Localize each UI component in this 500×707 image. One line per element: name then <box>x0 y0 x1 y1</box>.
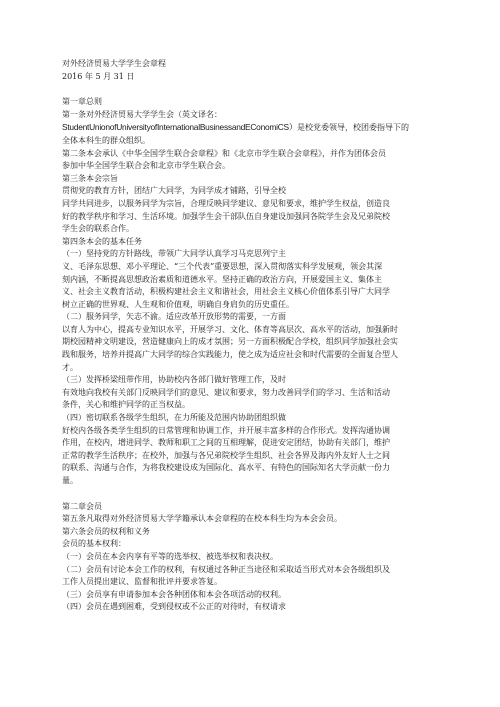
task-item: 条件，关心和维护同学的正当权益。 <box>62 400 190 410</box>
article-text: 学生会的联系合作。 <box>62 224 134 234</box>
article-text <box>62 121 440 135</box>
chapter-heading: 第二章会员 <box>62 501 102 511</box>
article-text: 贯彻党的教育方针，团结广大同学，为同学成才铺路，引导全校 <box>62 186 286 196</box>
document-page <box>62 58 440 614</box>
rights-item: （二）会员有讨论本会工作的权利，有权通过各种正当途径和采取适当形式对本会各级组织及 <box>62 564 390 574</box>
task-item: （一）坚持党的方针路线，带领广大同学认真学习马克思列宁主 <box>62 249 286 259</box>
english-name: StudentUnionofUniversityofInternationalBusinessandEConomiCS） <box>62 122 297 133</box>
rights-heading: 会员的基本权利： <box>62 539 126 549</box>
article-text: 同学共同进步，以服务同学为宗旨，合理反映同学建议、意见和要求，维护学生权益，创造良 <box>62 198 390 208</box>
task-item: 树立正确的世界观、人生观和价值观，明确自身肩负的历史重任。 <box>62 299 294 309</box>
document-date: 2016 年 5 月 31 日 <box>62 71 135 81</box>
article-text-fragment: 是校党委领导，校团委指导下的 <box>297 123 409 133</box>
document-title: 对外经济贸易大学学生会章程 <box>62 59 166 68</box>
task-item: 有效地向我校有关部门反映同学们的意见、建议和要求，努力改善同学们的学习、生活和活动 <box>62 387 390 397</box>
rights-item: （一）会员在本会内享有平等的选举权、被选举权和表决权。 <box>62 551 278 561</box>
article-heading: 第六条会员的权利和义务 <box>62 526 150 536</box>
task-item: 刻内涵，不断提高思想政治素质和道德水平。坚持正确的政治方向，开展爱国主义、集体主 <box>62 274 382 284</box>
article-text: 好的教学秩序和学习、生活环境。加强学生会干部队伍自身建设加强同各院学生会及兄弟院校 <box>62 211 390 221</box>
chapter-heading: 第一章总则 <box>62 97 102 107</box>
task-item: 好校内各级各类学生组织的日常管理和协调工作，并开展丰富多样的合作形式。发挥沟通协调 <box>62 425 390 435</box>
task-item: 量。 <box>62 476 78 485</box>
task-item: 正常的教学生活秩序；在校外，加强与各兄弟院校学生组织、社会各界及海内外友好人士之间 <box>62 450 390 460</box>
rights-item: 工作人员提出建议、监督和批评并要求答复。 <box>62 577 222 587</box>
task-item: 期校园精神文明建设，营造健康向上的成才氛围；另一方面积极配合学校，组织同学加强社会实 <box>62 337 398 347</box>
article-heading: 第三条本会宗旨 <box>62 173 118 183</box>
article-text: 参加中华全国学生联合会和北京市学生联合会。 <box>62 161 230 171</box>
task-item: 作用，在校内，增进同学、教师和职工之间的互相理解，促进安定团结，协助有关部门，维护 <box>62 438 390 448</box>
task-item: 义、毛泽东思想、邓小平理论、“三个代表”重要思想，深入贯彻落实科学发展观，领会其深 <box>62 261 383 271</box>
task-item: 的联系、沟通与合作，为将我校建设成为国际化、高水平、有特色的国际知名大学贡献一份力 <box>62 463 390 473</box>
task-item: 以育人为中心，提高专业知识水平，开展学习、文化、体育等高层次、高水平的活动，加强新时 <box>62 324 398 334</box>
task-item: （二）服务同学，矢志不渝。适应改革开放形势的需要，一方面 <box>62 312 286 322</box>
rights-item: （四）会员在遇到困难，受到侵权或不公正的对待时，有权请求 <box>62 602 286 612</box>
task-item: （三）发挥桥梁纽带作用，协助校内各部门做好管理工作，及时 <box>62 375 286 385</box>
task-item: （四）密切联系各级学生组织，在力所能及范围内协助团组织做 <box>62 413 286 423</box>
task-item: 践和服务，培养并提高广大同学的综合实践能力，使之成为适应社会和时代需要的全面复合型人 <box>62 350 398 360</box>
article-text: 全体本科生的群众组织。 <box>62 135 150 145</box>
article-text: 第五条凡取得对外经济贸易大学学籍承认本会章程的在校本科生均为本会会员。 <box>62 514 342 524</box>
task-item: 才。 <box>62 362 78 372</box>
article-text: 第一条对外经济贸易大学学生会（英文译名： <box>62 109 222 119</box>
article-text: 第二条本会承认《中华全国学生联合会章程》和《北京市学生联合会章程》，并作为团体会员 <box>62 148 386 158</box>
task-item: 义、社会主义教育活动，积极构建社会主义和谐社会，用社会主义核心价值体系引导广大同学 <box>62 287 390 297</box>
article-heading: 第四条本会的基本任务 <box>62 236 142 246</box>
rights-item: （三）会员享有申请参加本会各种团体和本会各项活动的权利。 <box>62 589 286 599</box>
